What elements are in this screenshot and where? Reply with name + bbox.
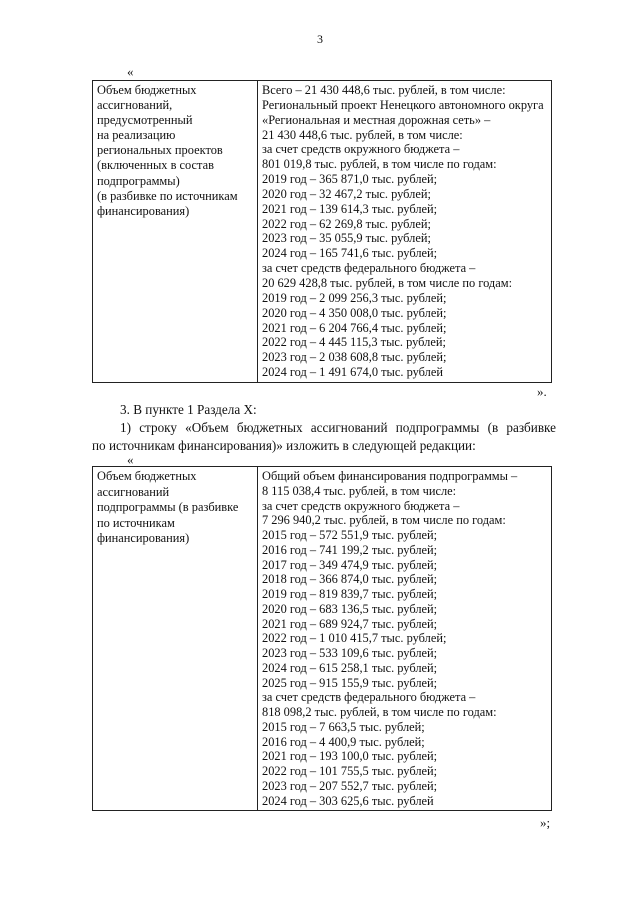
table1-value-line: 2023 год – 35 055,9 тыс. рублей;	[262, 231, 431, 246]
table1-label-line: (включенных в состав	[97, 158, 214, 173]
table2-value-line: за счет средств федерального бюджета –	[262, 690, 476, 705]
budget-table-subprogram	[92, 466, 552, 811]
table2-value-line: 2016 год – 4 400,9 тыс. рублей;	[262, 734, 425, 749]
table1-value-line: 2023 год – 2 038 608,8 тыс. рублей;	[262, 350, 447, 365]
table2-value-line: 2022 год – 1 010 415,7 тыс. рублей;	[262, 631, 447, 646]
table2-value-line: 8 115 038,4 тыс. рублей, в том числе:	[262, 483, 457, 498]
table2-label-line: финансирования)	[97, 531, 190, 546]
table2-value-line: 2023 год – 533 109,6 тыс. рублей;	[262, 646, 438, 660]
table2-closing-quote: »;	[540, 815, 551, 830]
table1-value-line: 2020 год – 32 467,2 тыс. рублей;	[262, 186, 431, 201]
table1-value-line: 2022 год – 4 445 115,3 тыс. рублей;	[262, 335, 446, 350]
table2-value-cell	[258, 467, 552, 811]
table2-value-line: 2022 год – 101 755,5 тыс. рублей;	[262, 764, 438, 778]
opening-quote: «	[127, 64, 134, 79]
table1-value-line: 2020 год – 4 350 008,0 тыс. рублей;	[262, 305, 447, 320]
table2-value-line: 2015 год – 7 663,5 тыс. рублей;	[262, 719, 425, 734]
table2-value-line: 818 098,2 тыс. рублей, в том числе по годам:	[262, 705, 497, 719]
table1-label-line: подпрограммы)	[97, 173, 180, 188]
table1-value-line: 2024 год – 1 491 674,0 тыс. рублей	[262, 365, 443, 380]
table2-value-line: 2018 год – 366 874,0 тыс. рублей;	[262, 572, 438, 587]
table2-value-line: 2017 год – 349 474,9 тыс. рублей;	[262, 557, 438, 572]
table2-value-line: 2019 год – 819 839,7 тыс. рублей;	[262, 587, 438, 601]
table1-closing-quote: ».	[537, 384, 547, 399]
table1-value-line: 801 019,8 тыс. рублей, в том числе по годам:	[262, 157, 497, 172]
table1-value-line: «Региональная и местная дорожная сеть» –	[262, 112, 491, 127]
table1-value-line: 2019 год – 2 099 256,3 тыс. рублей;	[262, 290, 447, 305]
table2-value-line: 2021 год – 193 100,0 тыс. рублей;	[262, 749, 438, 764]
instruction-line-1: 1) строку «Объем бюджетных ассигнований подпрограммы (в разбивке	[120, 420, 556, 435]
table1-value-line: 2024 год – 165 741,6 тыс. рублей;	[262, 246, 438, 261]
table2-value-line: 2025 год – 915 155,9 тыс. рублей;	[262, 675, 438, 690]
table2-value-line: 2015 год – 572 551,9 тыс. рублей;	[262, 528, 438, 542]
table1-value-line: за счет средств федерального бюджета –	[262, 261, 476, 276]
page-number: 3	[317, 32, 323, 46]
table2-value-lines	[262, 469, 548, 808]
table1-label-line: предусмотренный	[97, 113, 193, 128]
table2-value-line: 2024 год – 303 625,6 тыс. рублей	[262, 793, 434, 808]
table1-value-line: 2021 год – 139 614,3 тыс. рублей;	[262, 201, 438, 216]
table1-value-line: 2021 год – 6 204 766,4 тыс. рублей;	[262, 320, 447, 335]
table2-label-lines	[97, 469, 254, 547]
table1-label-line: региональных проектов	[97, 143, 223, 158]
table1-value-line: за счет средств окружного бюджета –	[262, 142, 460, 157]
table2-value-line: 2020 год – 683 136,5 тыс. рублей;	[262, 601, 438, 616]
table2-label-cell	[93, 467, 258, 811]
table1-value-line: 21 430 448,6 тыс. рублей, в том числе:	[262, 127, 463, 142]
table1-label-lines	[97, 83, 254, 219]
table2-value-line: 7 296 940,2 тыс. рублей, в том числе по годам:	[262, 513, 506, 528]
table1-value-lines	[262, 83, 548, 380]
instruction-line-2: по источникам финансирования)» изложить в следующей редакции:	[92, 438, 476, 453]
budget-table-regional-projects	[92, 80, 552, 383]
table1-value-cell	[258, 81, 552, 383]
table1-label-line: финансирования)	[97, 203, 190, 218]
table2-label-line: подпрограммы (в разбивке	[97, 500, 239, 515]
table2-value-line: 2023 год – 207 552,7 тыс. рублей;	[262, 778, 438, 793]
opening-quote-2: «	[127, 452, 134, 467]
table2-value-line: 2016 год – 741 199,2 тыс. рублей;	[262, 542, 438, 557]
table1-label-line: ассигнований,	[97, 98, 173, 113]
table2-label-line: по источникам	[97, 515, 175, 530]
table1-label-line: на реализацию	[97, 128, 176, 143]
table1-value-line: Всего – 21 430 448,6 тыс. рублей, в том числе:	[262, 83, 506, 97]
table1-label-line: (в разбивке по источникам	[97, 188, 238, 203]
table2-label-line: Объем бюджетных	[97, 469, 197, 483]
table1-label-line: Объем бюджетных	[97, 83, 197, 97]
table1-value-line: 20 629 428,8 тыс. рублей, в том числе по годам:	[262, 275, 513, 290]
section-heading: 3. В пункте 1 Раздела X:	[120, 402, 257, 417]
table2-label-line: ассигнований	[97, 484, 170, 499]
table1-value-line: 2019 год – 365 871,0 тыс. рублей;	[262, 172, 438, 187]
table1-label-cell	[93, 81, 258, 383]
table2-value-line: Общий объем финансирования подпрограммы –	[262, 469, 518, 483]
table2-value-line: 2024 год – 615 258,1 тыс. рублей;	[262, 660, 438, 675]
table1-value-line: 2022 год – 62 269,8 тыс. рублей;	[262, 216, 431, 231]
table1-value-line: Региональный проект Ненецкого автономного округа	[262, 97, 544, 112]
table2-value-line: за счет средств окружного бюджета –	[262, 498, 460, 513]
table2-value-line: 2021 год – 689 924,7 тыс. рублей;	[262, 616, 438, 631]
